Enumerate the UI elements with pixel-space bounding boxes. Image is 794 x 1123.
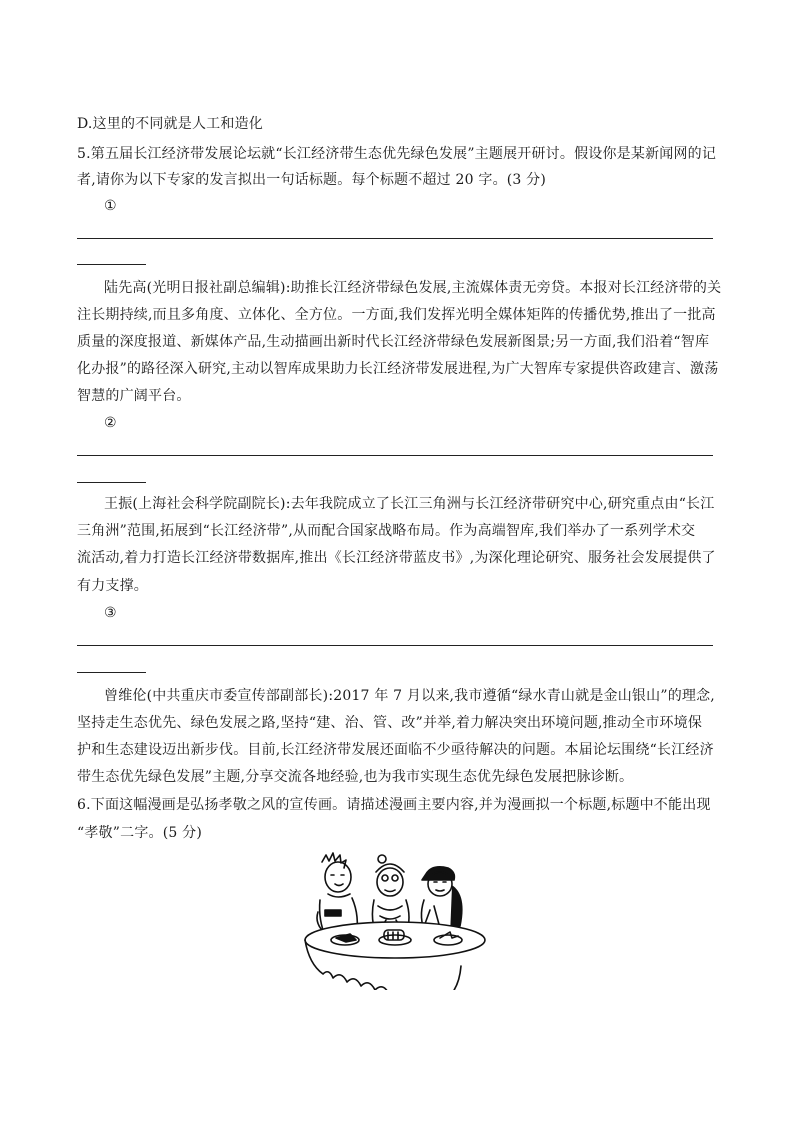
cartoon-family-dinner <box>300 850 490 990</box>
q5-stem-line1: 5.第五届长江经济带发展论坛就“长江经济带生态优先绿色发展”主题展开研讨。假设你是某新闻网的记 <box>77 146 717 162</box>
expert3-line4: 带生态优先绿色发展”主题,分享交流各地经验,也为我市实现生态优先绿色发展把脉诊断。 <box>77 769 634 785</box>
answer-line-2[interactable] <box>77 455 713 456</box>
q6-stem-line2: “孝敬”二字。(5 分) <box>77 825 202 841</box>
q5-stem-line2: 者,请你为以下专家的发言拟出一句话标题。每个标题不超过 20 字。(3 分) <box>77 172 547 188</box>
blank-2-marker: ② <box>104 415 117 431</box>
answer-line-2-end <box>77 482 146 483</box>
answer-line-3-end <box>77 672 146 673</box>
expert2-line3: 流活动,着力打造长江经济带数据库,推出《长江经济带蓝皮书》,为深化理论研究、服务社会发展提供了 <box>77 550 716 566</box>
expert2-line1: 王振(上海社会科学院副院长):去年我院成立了长江三角洲与长江经济带研究中心,研究重点由“长江 <box>104 496 715 512</box>
answer-line-1[interactable] <box>77 238 713 239</box>
expert3-line3: 护和生态建设迈出新步伐。目前,长江经济带发展还面临不少亟待解决的问题。本届论坛围绕“长江经济 <box>77 742 714 758</box>
answer-line-1-end <box>77 264 146 265</box>
expert1-line4: 化办报”的路径深入研究,主动以智库成果助力长江经济带发展进程,为广大智库专家提供咨政建言、激荡 <box>77 361 719 377</box>
expert1-line3: 质量的深度报道、新媒体产品,生动描画出新时代长江经济带绿色发展新图景;另一方面,我们沿着“智库 <box>77 334 710 350</box>
table <box>305 922 485 990</box>
expert2-line2: 三角洲”范围,拓展到“长江经济带”,从而配合国家战略布局。作为高端智库,我们举办了一系列学术交 <box>77 523 696 539</box>
expert1-line2: 注长期持续,而且多角度、立体化、全方位。一方面,我们发挥光明全媒体矩阵的传播优势,推出了一批高 <box>77 307 716 323</box>
option-d: D.这里的不同就是人工和造化 <box>77 116 263 132</box>
expert2-line4: 有力支撑。 <box>77 578 148 594</box>
expert1-line5: 智慧的广阔平台。 <box>77 388 191 404</box>
expert3-line2: 坚持走生态优先、绿色发展之路,坚持“建、治、管、改”并举,着力解决突出环境问题,推动全市环境保 <box>77 715 703 731</box>
q6-stem-line1: 6.下面这幅漫画是弘扬孝敬之风的宣传画。请描述漫画主要内容,并为漫画拟一个标题,标题中不能出现 <box>77 797 711 813</box>
expert3-line1: 曾维伦(中共重庆市委宣传部副部长):2017 年 7 月以来,我市遵循“绿水青山就是金山银山”的理念, <box>104 688 715 704</box>
answer-line-3[interactable] <box>77 645 713 646</box>
blank-3-marker: ③ <box>104 605 117 621</box>
expert1-line1: 陆先高(光明日报社副总编辑):助推长江经济带绿色发展,主流媒体责无旁贷。本报对长江经济带的关 <box>104 280 722 296</box>
blank-1-marker: ① <box>104 198 117 214</box>
